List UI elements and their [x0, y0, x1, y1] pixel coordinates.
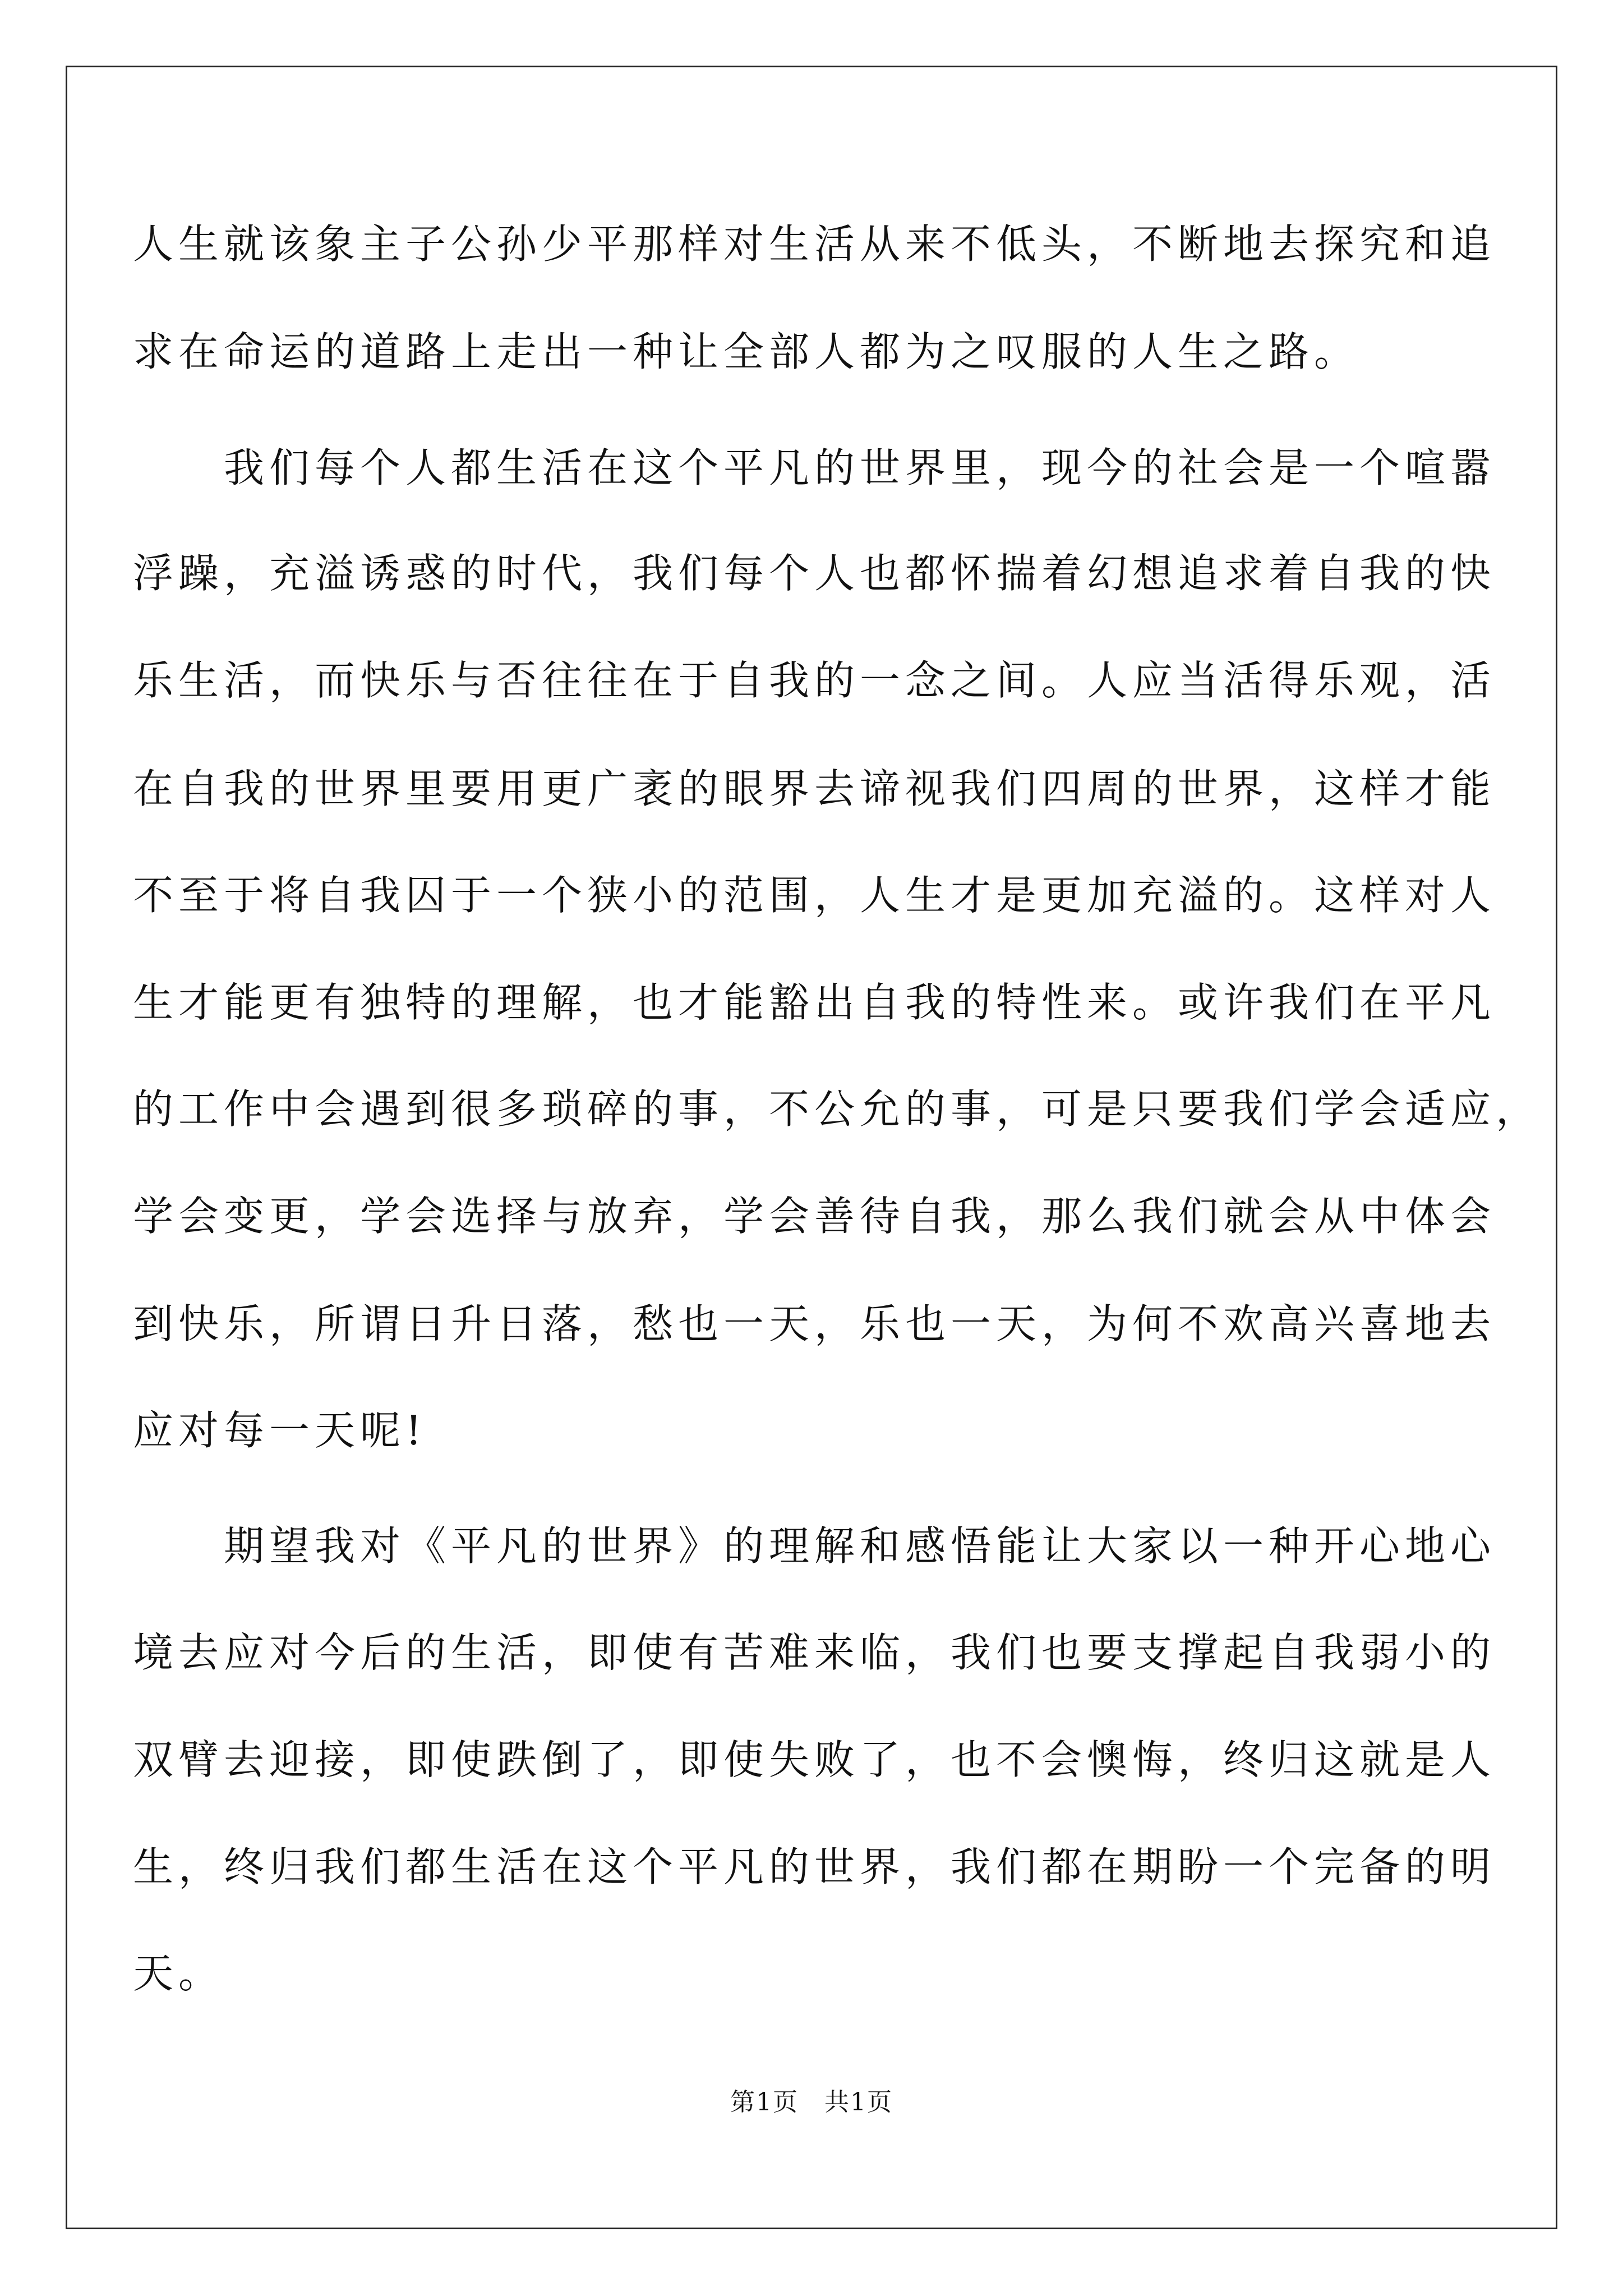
- text-line: 不至于将自我囚于一个狭小的范围，人生才是更加充溢的。这样对人: [133, 872, 1496, 919]
- text-line: 天。: [133, 1950, 224, 1997]
- page-border: [66, 66, 1557, 2229]
- text-line: 双臂去迎接，即使跌倒了，即使失败了，也不会懊悔，终归这就是人: [133, 1736, 1496, 1783]
- text-line: 浮躁，充溢诱惑的时代，我们每个人也都怀揣着幻想追求着自我的快: [133, 550, 1496, 597]
- text-line: 人生就该象主子公孙少平那样对生活从来不低头，不断地去探究和追: [133, 220, 1496, 268]
- text-line: 在自我的世界里要用更广袤的眼界去谛视我们四周的世界，这样才能: [133, 765, 1496, 812]
- text-line: 生才能更有独特的理解，也才能豁出自我的特性来。或许我们在平凡: [133, 979, 1496, 1026]
- text-line: 到快乐，所谓日升日落，愁也一天，乐也一天，为何不欢高兴喜地去: [133, 1300, 1496, 1347]
- text-line: 期望我对《平凡的世界》的理解和感悟能让大家以一种开心地心: [133, 1522, 1496, 1570]
- text-line: 学会变更，学会选择与放弃，学会善待自我，那么我们就会从中体会: [133, 1193, 1496, 1240]
- text-line: 我们每个人都生活在这个平凡的世界里，现今的社会是一个喧嚣: [133, 444, 1496, 491]
- text-line: 的工作中会遇到很多琐碎的事，不公允的事，可是只要我们学会适应，: [133, 1085, 1542, 1133]
- text-line: 应对每一天呢!: [133, 1407, 427, 1454]
- text-line: 求在命运的道路上走出一种让全部人都为之叹服的人生之路。: [133, 328, 1360, 375]
- page-footer: 第1页 共1页: [730, 2088, 893, 2116]
- text-line: 生，终归我们都生活在这个平凡的世界，我们都在期盼一个完备的明: [133, 1843, 1496, 1890]
- text-line: 境去应对今后的生活，即使有苦难来临，我们也要支撑起自我弱小的: [133, 1629, 1496, 1676]
- text-line: 乐生活，而快乐与否往往在于自我的一念之间。人应当活得乐观，活: [133, 657, 1496, 704]
